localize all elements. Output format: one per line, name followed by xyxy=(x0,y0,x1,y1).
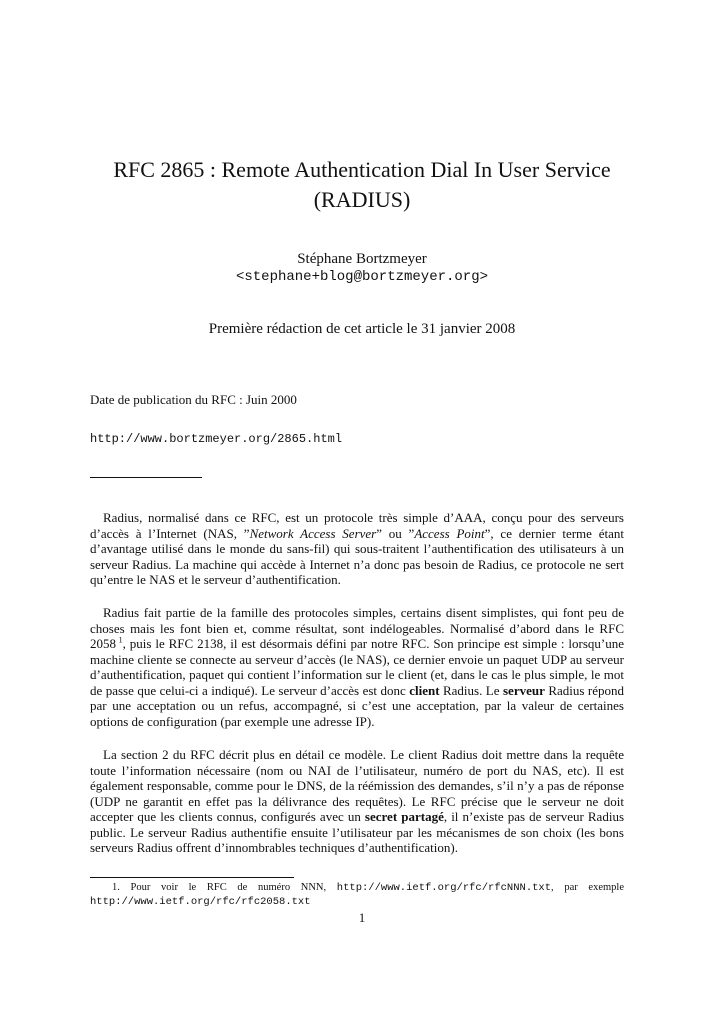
article-url[interactable]: http://www.bortzmeyer.org/2865.html xyxy=(90,432,343,446)
footnote-url-template[interactable]: http://www.ietf.org/rfc/rfcNNN.txt xyxy=(336,882,552,894)
paragraph-3: La section 2 du RFC décrit plus en détail ce modèle. Le client Radius doit mettre dans la requête toute l’information nécessaire (nom ou NAI de l’utilisateur, numéro de port du NAS, etc). Il est également responsable, comme pour le DNS, de la réémission des demandes, s’il n’y a pas de réponse (UDP ne garantit en effet pas la délivrance des requêtes). Le RFC précise que le serveur ne doit accepter que les clients connus, configurés avec un secret partagé, il n’existe pas de serveur Radius public. Le serveur Radius authentifie ensuite l’utilisateur par les mécanismes de son choix (les bons serveurs Radius offrent d’innombrables techniques d’authentification). xyxy=(90,747,624,855)
footnote-url-example[interactable]: http://www.ietf.org/rfc/rfc2058.txt xyxy=(90,896,311,908)
paragraph-1: Radius, normalisé dans ce RFC, est un protocole très simple d’AAA, conçu pour des serveurs d’accès à l’Internet (NAS, ”Network Access Server” ou ”Access Point”, ce dernier terme étant d’avantage utilisé dans le monde du sans-fil) qui sous-traitent l’authentification des utilisateurs à un serveur Radius. La machine qui accède à Internet n’a donc pas besoin de Radius, ce protocole ne sert qu’entre le NAS et le serveur d’authentification. xyxy=(90,510,624,587)
first-draft-date: Première rédaction de cet article le 31 janvier 2008 xyxy=(208,321,516,337)
author-email: <stephane+blog@bortzmeyer.org> xyxy=(235,269,489,285)
author-name: Stéphane Bortzmeyer xyxy=(297,251,427,267)
footnote: 1. Pour voir le RFC de numéro NNN, http://www.ietf.org/rfc/rfcNNN.txt, par exemple http://www.ietf.org/rfc/rfc2058.txt xyxy=(90,882,624,908)
section-divider xyxy=(90,477,202,478)
title-line-1: RFC 2865 : Remote Authentication Dial In User Service xyxy=(113,157,611,182)
document-title xyxy=(60,155,664,215)
publication-date: Date de publication du RFC : Juin 2000 xyxy=(90,392,297,407)
footnote-rule xyxy=(90,877,294,878)
footnote-mark[interactable]: 1 xyxy=(118,635,123,645)
paragraph-2: Radius fait partie de la famille des protocoles simples, certains disent simplistes, qui font peu de choses mais les font bien et, comme résultat, sont indélogeables. Normalisé d’abord dans le RFC 2058 $^1$, puis le RFC 2138, il est désormais défini par notre RFC. Son principe est simple : lorsqu’une machine cliente se connecte au serveur d’accès (le NAS), ce dernier envoie un paquet UDP au serveur d’authentification, paquet qui contient l’information sur le client (et, dans le cas le plus simple, le mot de passe que celui-ci a indiqué). Le serveur d’accès est donc client Radius. Le serveur Radius répond par une acceptation ou un refus, accompagné, si c’est une acceptation, par la valeur de certaines options de configuration (par exemple une adresse IP). xyxy=(90,605,624,729)
title-line-2: (RADIUS) xyxy=(313,187,411,212)
page-number: 1 xyxy=(358,910,366,925)
